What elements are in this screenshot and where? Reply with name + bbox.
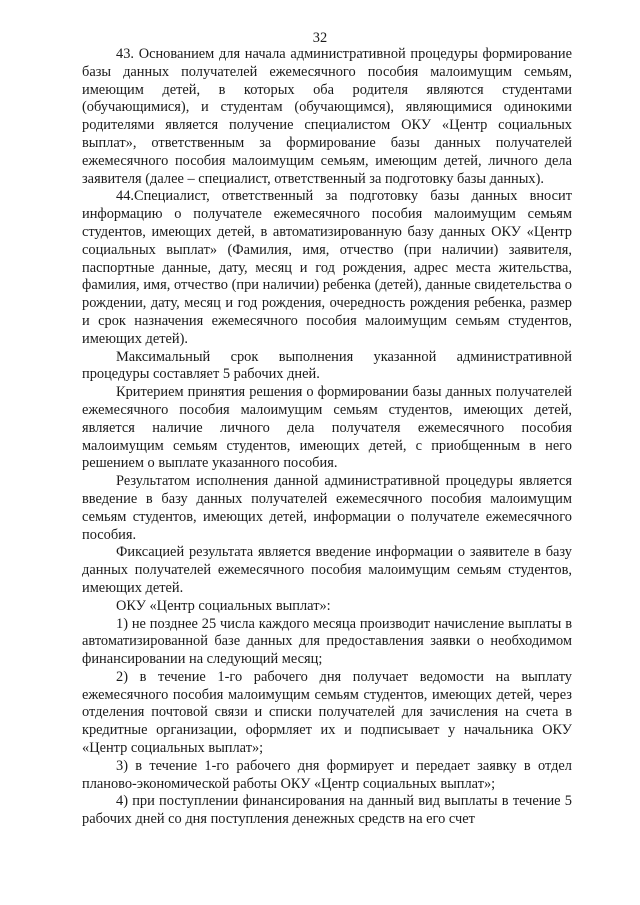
paragraph-fixation: Фиксацией результата является введение информации о заявителе в базу данных получателей ежемесячного пособия малоимущим семьям студентов, имеющих детей.: [82, 544, 572, 596]
list-item-2: 2) в течение 1-го рабочего дня получает ведомости на выплату ежемесячного пособия малоимущим семьям студентов, имеющих детей, через отделения почтовой связи и списки получателей для зачисления на счета в кредитные организации, оформляет их и подписывает у начальника ОКУ «Центр социальных выплат»;: [82, 668, 572, 757]
paragraph-max-term: Максимальный срок выполнения указанной административной процедуры составляет 5 рабочих дней.: [82, 348, 572, 383]
paragraph-result: Результатом исполнения данной административной процедуры является введение в базу данных получателей ежемесячного пособия малоимущим семьям студентов, имеющих детей, информации о получателе ежемесячного пособия.: [82, 473, 572, 543]
document-body: [82, 46, 572, 829]
list-item-4: 4) при поступлении финансирования на данный вид выплаты в течение 5 рабочих дней со дня поступления денежных средств на его счет: [82, 793, 572, 828]
paragraph-43: 43. Основанием для начала административной процедуры формирование базы данных получателей ежемесячного пособия малоимущим семьям, имеющим детей, в которых оба родителя являются студентами (обучающимися), и студентам (обучающимся), являющимися одинокими родителями является получение специалистом ОКУ «Центр социальных выплат», ответственным за формирование базы данных получателей ежемесячного пособия малоимущим семьям, имеющим детей, личного дела заявителя (далее – специалист, ответственный за подготовку базы данных).: [82, 46, 572, 187]
paragraph-44: 44.Специалист, ответственный за подготовку базы данных вносит информацию о получателе ежемесячного пособия малоимущим семьям студентов, имеющих детей, в автоматизированную базу данных ОКУ «Центр социальных выплат» (Фамилия, имя, отчество (при наличии) заявителя, паспортные данные, дату, месяц и год рождения, адрес места жительства, фамилия, имя, отчество (при наличии) ребенка (детей), данные свидетельства о рождении, дату, месяц и год рождения, очередность рождения ребенка, размер и срок назначения ежемесячного пособия малоимущим семьям студентов, имеющих детей).: [82, 188, 572, 347]
paragraph-oku-intro: ОКУ «Центр социальных выплат»:: [116, 597, 331, 614]
list-item-3: 3) в течение 1-го рабочего дня формирует и передает заявку в отдел планово-экономической работы ОКУ «Центр социальных выплат»;: [82, 757, 572, 792]
list-item-1: 1) не позднее 25 числа каждого месяца производит начисление выплаты в автоматизированной базе данных для предоставления заявки о необходимом финансировании на следующий месяц;: [82, 615, 572, 668]
paragraph-criterion: Критерием принятия решения о формировании базы данных получателей ежемесячного пособия малоимущим семьям студентов, имеющих детей, является наличие личного дела получателя ежемесячного пособия малоимущим семьям студентов, имеющих детей, с приобщенным в него решением о выплате указанного пособия.: [82, 384, 572, 472]
page-number: 32: [312, 30, 328, 46]
